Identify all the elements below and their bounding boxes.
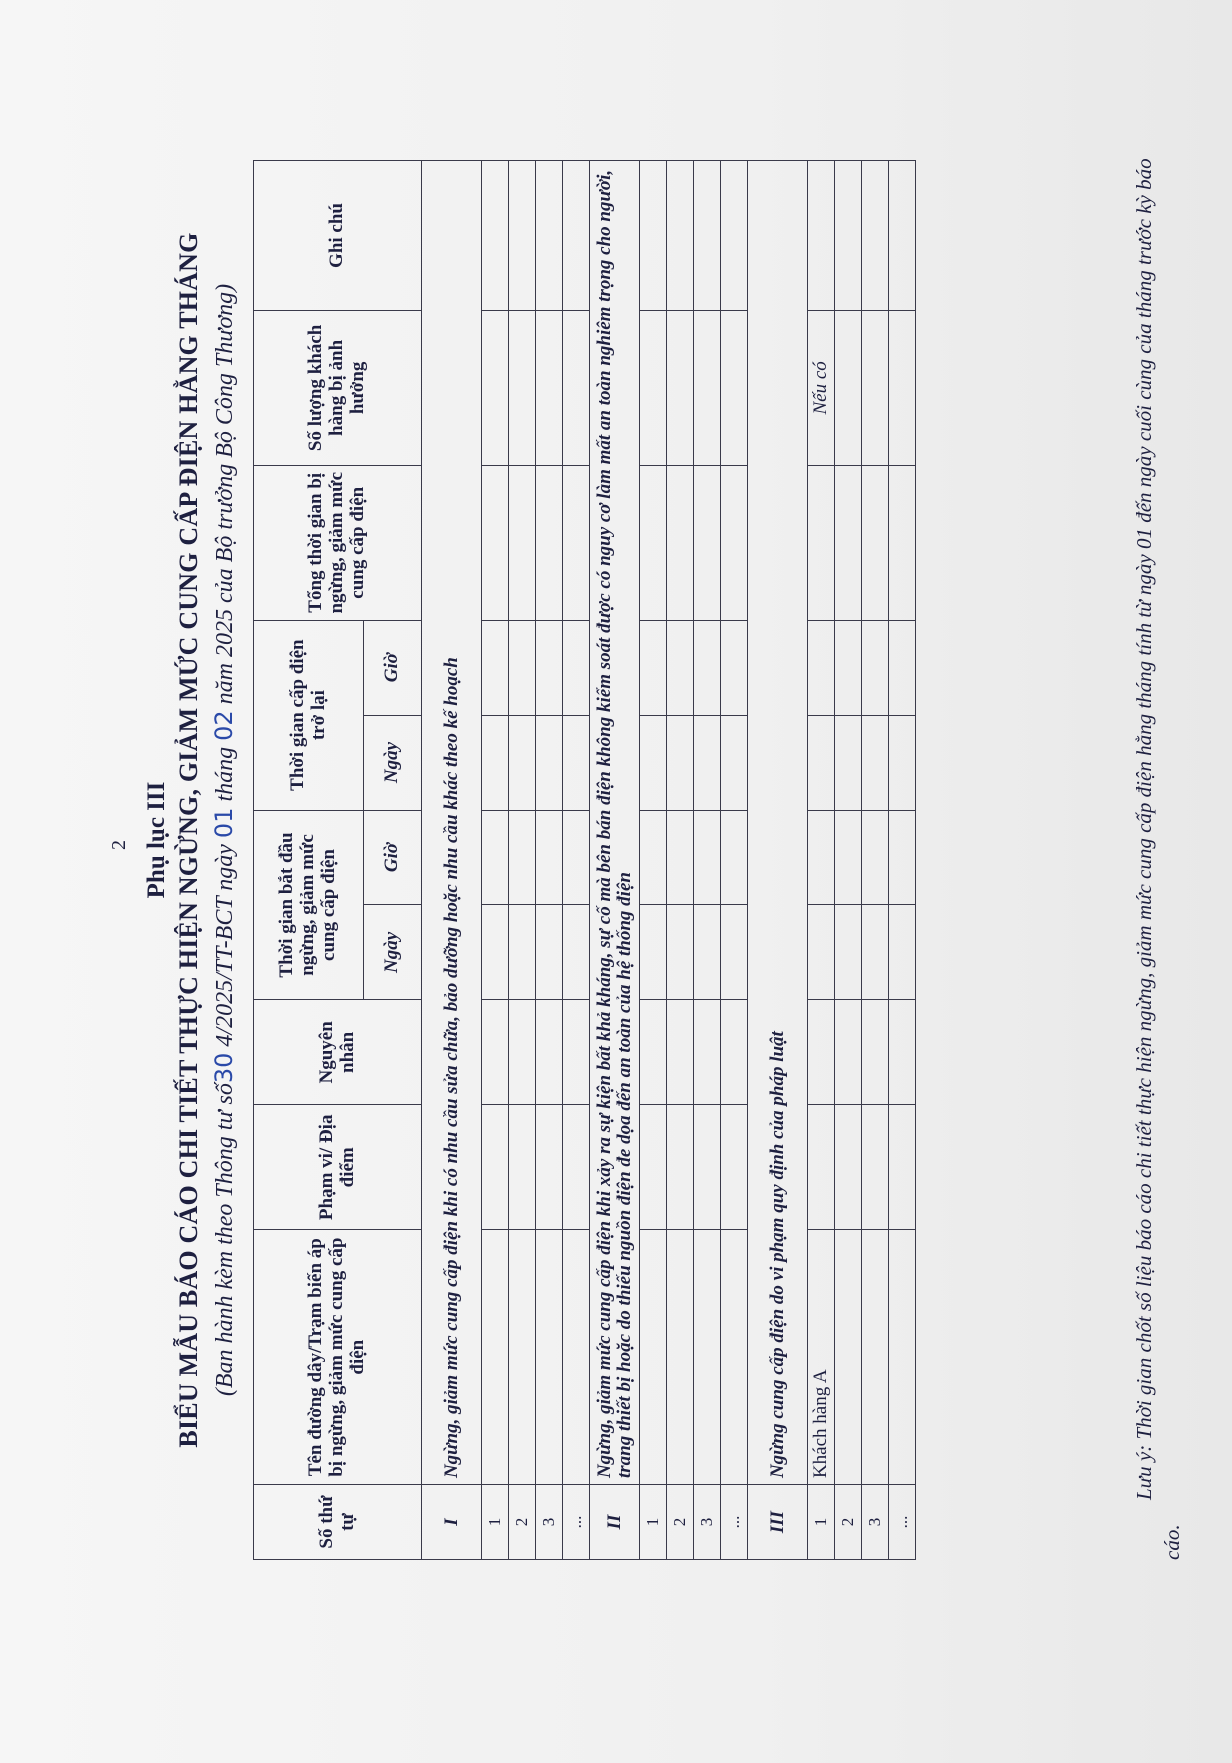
empty-cell <box>536 905 563 1000</box>
empty-cell <box>889 465 916 620</box>
empty-cell <box>563 465 590 620</box>
subtitle-part-1: (Ban hành kèm theo Thông tư số <box>212 1083 238 1397</box>
empty-cell <box>694 810 721 905</box>
empty-cell <box>889 715 916 810</box>
table-row <box>835 161 862 1560</box>
empty-cell <box>482 1000 509 1105</box>
empty-cell <box>694 715 721 810</box>
table-row <box>694 161 721 1560</box>
empty-cell <box>808 620 835 715</box>
table-row <box>721 161 748 1560</box>
empty-cell <box>482 1105 509 1230</box>
empty-cell <box>536 810 563 905</box>
empty-cell <box>721 1000 748 1105</box>
row-affected-customers <box>482 310 509 465</box>
row-affected-customers <box>889 310 916 465</box>
empty-cell <box>808 1105 835 1230</box>
header-line-name: Tên đường dây/Trạm biến áp bị ngừng, giảm mức cung cấp điện <box>254 1230 422 1485</box>
section-roman: II <box>590 1485 640 1560</box>
empty-cell <box>563 1000 590 1105</box>
header-scope: Phạm vi/ Địa điểm <box>254 1105 422 1230</box>
empty-cell <box>889 620 916 715</box>
empty-cell <box>721 465 748 620</box>
empty-cell <box>640 465 667 620</box>
header-restore-time: Thời gian cấp điện trở lại <box>254 620 364 810</box>
empty-cell <box>563 715 590 810</box>
empty-cell <box>640 810 667 905</box>
header-start-time: Thời gian bắt đầu ngừng, giảm mức cung cấp điện <box>254 810 364 1000</box>
empty-cell <box>862 810 889 905</box>
empty-cell <box>694 465 721 620</box>
report-table-body <box>422 161 916 1560</box>
table-row <box>482 161 509 1560</box>
row-line-name <box>509 1230 536 1485</box>
empty-cell <box>667 715 694 810</box>
row-affected-customers: Nếu có <box>808 310 835 465</box>
empty-cell <box>835 465 862 620</box>
table-row <box>862 161 889 1560</box>
row-affected-customers <box>721 310 748 465</box>
table-row <box>536 161 563 1560</box>
empty-cell <box>667 905 694 1000</box>
header-start-day: Ngày <box>364 905 422 1000</box>
empty-cell <box>482 715 509 810</box>
row-line-name <box>536 1230 563 1485</box>
empty-cell <box>482 905 509 1000</box>
empty-cell <box>721 161 748 311</box>
empty-cell <box>694 1000 721 1105</box>
table-row <box>563 161 590 1560</box>
section-roman: I <box>422 1485 482 1560</box>
empty-cell <box>563 161 590 311</box>
subtitle-part-2: 4/2025/TT-BCT ngày <box>212 844 238 1047</box>
empty-cell <box>862 1105 889 1230</box>
header-affected-customers: Số lượng khách hàng bị ảnh hưởng <box>254 310 422 465</box>
empty-cell <box>640 905 667 1000</box>
row-affected-customers <box>667 310 694 465</box>
empty-cell <box>694 620 721 715</box>
empty-cell <box>862 905 889 1000</box>
row-line-name <box>694 1230 721 1485</box>
empty-cell <box>667 1000 694 1105</box>
row-line-name <box>482 1230 509 1485</box>
empty-cell <box>835 620 862 715</box>
empty-cell <box>640 620 667 715</box>
row-line-name <box>640 1230 667 1485</box>
header-total-time: Tổng thời gian bị ngừng, giảm mức cung cấp điện <box>254 465 422 620</box>
empty-cell <box>509 810 536 905</box>
row-line-name <box>835 1230 862 1485</box>
handwritten-month: 02 <box>210 710 238 741</box>
row-number: 3 <box>694 1485 721 1560</box>
row-line-name <box>862 1230 889 1485</box>
row-number: 1 <box>808 1485 835 1560</box>
empty-cell <box>808 905 835 1000</box>
document-title: BIỂU MẪU BÁO CÁO CHI TIẾT THỰC HIỆN NGỪNG, GIẢM MỨC CUNG CẤP ĐIỆN HẰNG THÁNG <box>174 232 203 1448</box>
document-subtitle <box>210 50 239 1630</box>
empty-cell <box>694 1105 721 1230</box>
empty-cell <box>509 715 536 810</box>
empty-cell <box>721 1105 748 1230</box>
empty-cell <box>640 1000 667 1105</box>
empty-cell <box>694 905 721 1000</box>
empty-cell <box>536 465 563 620</box>
empty-cell <box>536 620 563 715</box>
empty-cell <box>667 161 694 311</box>
row-affected-customers <box>640 310 667 465</box>
row-affected-customers <box>862 310 889 465</box>
empty-cell <box>721 905 748 1000</box>
empty-cell <box>862 465 889 620</box>
header-stt: Số thứ tự <box>254 1485 422 1560</box>
empty-cell <box>667 810 694 905</box>
row-affected-customers <box>563 310 590 465</box>
empty-cell <box>536 1000 563 1105</box>
row-number: 2 <box>835 1485 862 1560</box>
empty-cell <box>862 715 889 810</box>
empty-cell <box>862 161 889 311</box>
row-number: 2 <box>509 1485 536 1560</box>
empty-cell <box>835 161 862 311</box>
empty-cell <box>835 715 862 810</box>
row-number: ... <box>721 1485 748 1560</box>
row-line-name <box>721 1230 748 1485</box>
empty-cell <box>640 1105 667 1230</box>
empty-cell <box>536 715 563 810</box>
empty-cell <box>509 1000 536 1105</box>
section-row <box>590 161 640 1560</box>
rotated-document-page <box>108 50 1185 1630</box>
row-number: 1 <box>482 1485 509 1560</box>
empty-cell <box>563 905 590 1000</box>
section-row <box>748 161 808 1560</box>
row-line-name <box>889 1230 916 1485</box>
section-row <box>422 161 482 1560</box>
subtitle-part-3: tháng <box>212 746 238 802</box>
empty-cell <box>835 810 862 905</box>
table-row <box>889 161 916 1560</box>
row-number: 3 <box>862 1485 889 1560</box>
empty-cell <box>808 715 835 810</box>
row-line-name: Khách hàng A <box>808 1230 835 1485</box>
empty-cell <box>640 715 667 810</box>
empty-cell <box>694 161 721 311</box>
row-line-name <box>563 1230 590 1485</box>
empty-cell <box>808 161 835 311</box>
empty-cell <box>835 1000 862 1105</box>
row-line-name <box>667 1230 694 1485</box>
header-restore-hour: Giờ <box>364 620 422 715</box>
empty-cell <box>482 810 509 905</box>
row-affected-customers <box>536 310 563 465</box>
handwritten-day: 01 <box>210 807 238 839</box>
empty-cell <box>536 161 563 311</box>
empty-cell <box>889 1105 916 1230</box>
header-restore-day: Ngày <box>364 715 422 810</box>
page-number: 2 <box>108 840 130 850</box>
report-table <box>253 160 916 1560</box>
empty-cell <box>889 810 916 905</box>
empty-cell <box>835 905 862 1000</box>
empty-cell <box>509 161 536 311</box>
section-title: Ngừng, giảm mức cung cấp điện khi xảy ra sự kiện bất khả kháng, sự cố mà bên bán điện không kiểm soát được có nguy cơ làm mất an toàn nghiêm trọng cho người, trang thiết bị hoặc do thiếu nguồn điện đe dọa đến an toàn của hệ thống điện <box>590 161 640 1485</box>
footnote-text: Thời gian chốt số liệu báo cáo chi tiết thực hiện ngừng, giảm mức cung cấp điện hằng tháng tính từ ngày 01 đến ngày cuối cùng của tháng trước kỳ báo cáo. <box>1132 158 1185 1560</box>
row-number: ... <box>889 1485 916 1560</box>
empty-cell <box>563 1105 590 1230</box>
row-affected-customers <box>509 310 536 465</box>
appendix-title: Phụ lục III <box>143 781 170 899</box>
row-number: 1 <box>640 1485 667 1560</box>
subtitle-part-4: năm 2025 của Bộ trưởng Bộ Công Thương) <box>212 283 238 705</box>
empty-cell <box>808 810 835 905</box>
empty-cell <box>563 620 590 715</box>
header-start-hour: Giờ <box>364 810 422 905</box>
empty-cell <box>509 620 536 715</box>
row-number: ... <box>563 1485 590 1560</box>
handwritten-circular-number: 30 <box>210 1052 238 1084</box>
empty-cell <box>667 1105 694 1230</box>
empty-cell <box>862 620 889 715</box>
footnote <box>1130 140 1187 1560</box>
table-row <box>667 161 694 1560</box>
empty-cell <box>808 1000 835 1105</box>
empty-cell <box>509 465 536 620</box>
section-roman: III <box>748 1485 808 1560</box>
empty-cell <box>509 905 536 1000</box>
empty-cell <box>563 810 590 905</box>
empty-cell <box>889 1000 916 1105</box>
empty-cell <box>721 620 748 715</box>
empty-cell <box>482 620 509 715</box>
empty-cell <box>667 620 694 715</box>
footnote-label: Lưu ý: <box>1132 1444 1156 1500</box>
row-number: 2 <box>667 1485 694 1560</box>
empty-cell <box>721 715 748 810</box>
empty-cell <box>536 1105 563 1230</box>
empty-cell <box>667 465 694 620</box>
row-affected-customers <box>694 310 721 465</box>
section-title: Ngừng, giảm mức cung cấp điện khi có nhu cầu sửa chữa, bảo dưỡng hoặc nhu cầu khác theo kế hoạch <box>422 161 482 1485</box>
header-cause: Nguyên nhân <box>254 1000 422 1105</box>
empty-cell <box>835 1105 862 1230</box>
header-note: Ghi chú <box>254 161 422 311</box>
table-row <box>640 161 667 1560</box>
table-row <box>808 161 835 1560</box>
empty-cell <box>808 465 835 620</box>
empty-cell <box>509 1105 536 1230</box>
empty-cell <box>721 810 748 905</box>
empty-cell <box>889 161 916 311</box>
section-title: Ngừng cung cấp điện do vi phạm quy định của pháp luật <box>748 161 808 1485</box>
empty-cell <box>482 161 509 311</box>
empty-cell <box>640 161 667 311</box>
row-affected-customers <box>835 310 862 465</box>
empty-cell <box>889 905 916 1000</box>
empty-cell <box>862 1000 889 1105</box>
table-row <box>509 161 536 1560</box>
row-number: 3 <box>536 1485 563 1560</box>
empty-cell <box>482 465 509 620</box>
